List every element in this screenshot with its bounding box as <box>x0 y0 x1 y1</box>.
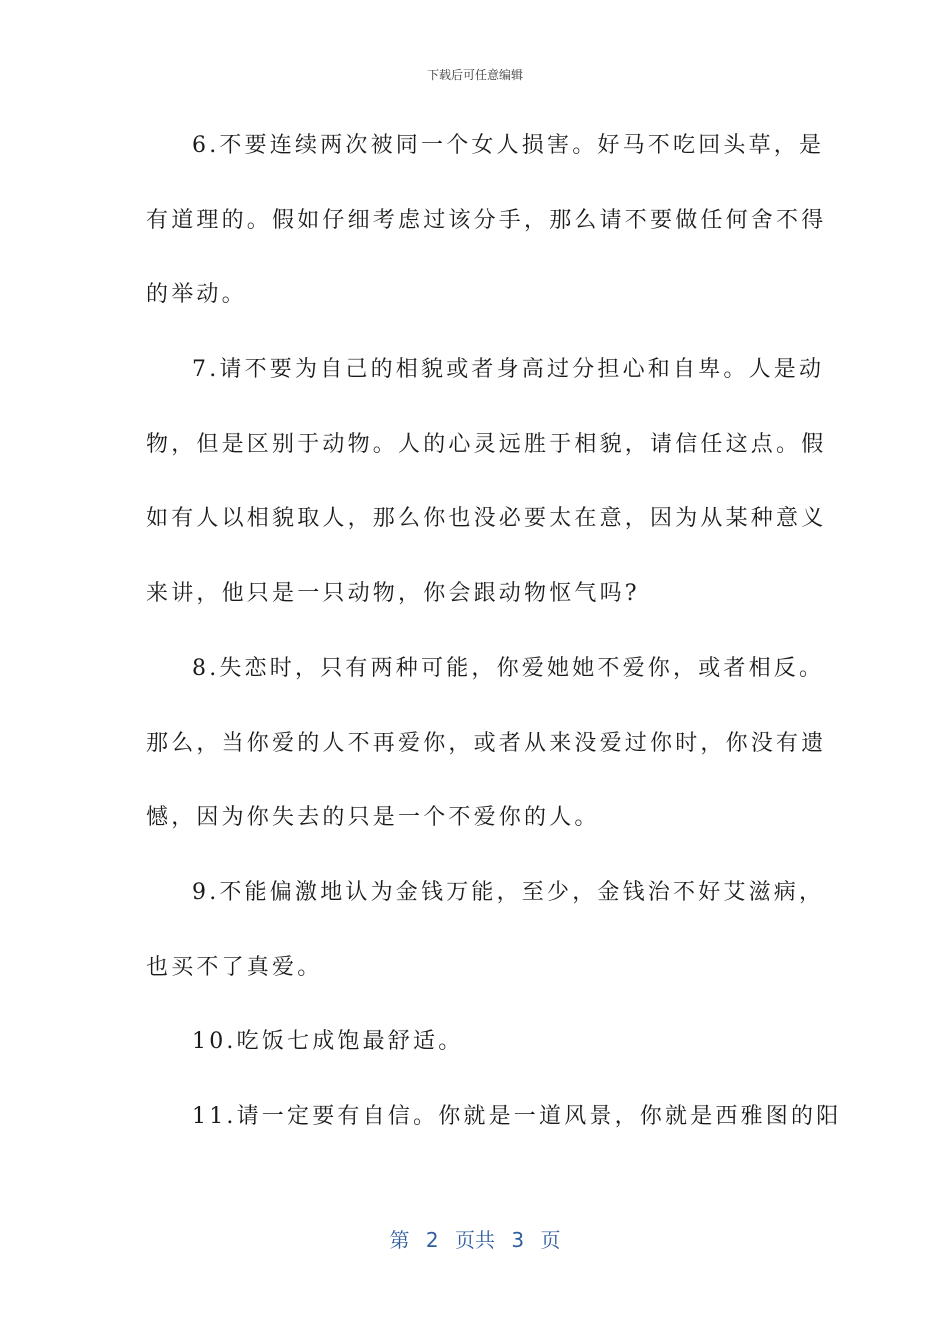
text-line-7: 来讲，他只是一只动物，你会跟动物怄气吗? <box>146 581 640 607</box>
text-line-2: 有道理的。假如仔细考虑过该分手，那么请不要做任何舍不得 <box>146 207 827 233</box>
text-line-6: 如有人以相貌取人，那么你也没必要太在意，因为从某种意义 <box>146 506 827 532</box>
text-line-11: 9.不能偏激地认为金钱万能，至少，金钱治不好艾滋病， <box>192 879 825 905</box>
text-line-13: 10.吃饭七成饱最舒适。 <box>192 1029 464 1055</box>
text-line-3: 的举动。 <box>146 282 247 308</box>
text-line-12: 也买不了真爱。 <box>146 954 323 980</box>
text-line-8: 8.失恋时，只有两种可能，你爱她她不爱你，或者相反。 <box>192 655 825 681</box>
document-body <box>146 120 842 1166</box>
text-line-14: 11.请一定要有自信。你就是一道风景，你就是西雅图的阳 <box>192 1103 842 1129</box>
text-line-1: 6.不要连续两次被同一个女人损害。好马不吃回头草，是 <box>192 133 825 158</box>
text-line-10: 憾，因为你失去的只是一个不爱你的人。 <box>146 805 600 831</box>
footer-middle: 页共 <box>455 1228 495 1252</box>
page-header: 下载后可任意编辑 <box>426 68 523 82</box>
footer-total-pages: 3 <box>511 1228 525 1252</box>
footer-current-page: 2 <box>425 1228 439 1252</box>
footer-prefix: 第 <box>389 1228 410 1252</box>
page-footer <box>0 1224 950 1253</box>
text-line-4: 7.请不要为自己的相貌或者身高过分担心和自卑。人是动 <box>192 357 825 383</box>
text-line-9: 那么，当你爱的人不再爱你，或者从来没爱过你时，你没有遗 <box>146 730 827 756</box>
text-line-5: 物，但是区别于动物。人的心灵远胜于相貌，请信任这点。假 <box>146 431 827 457</box>
footer-suffix: 页 <box>540 1228 561 1252</box>
